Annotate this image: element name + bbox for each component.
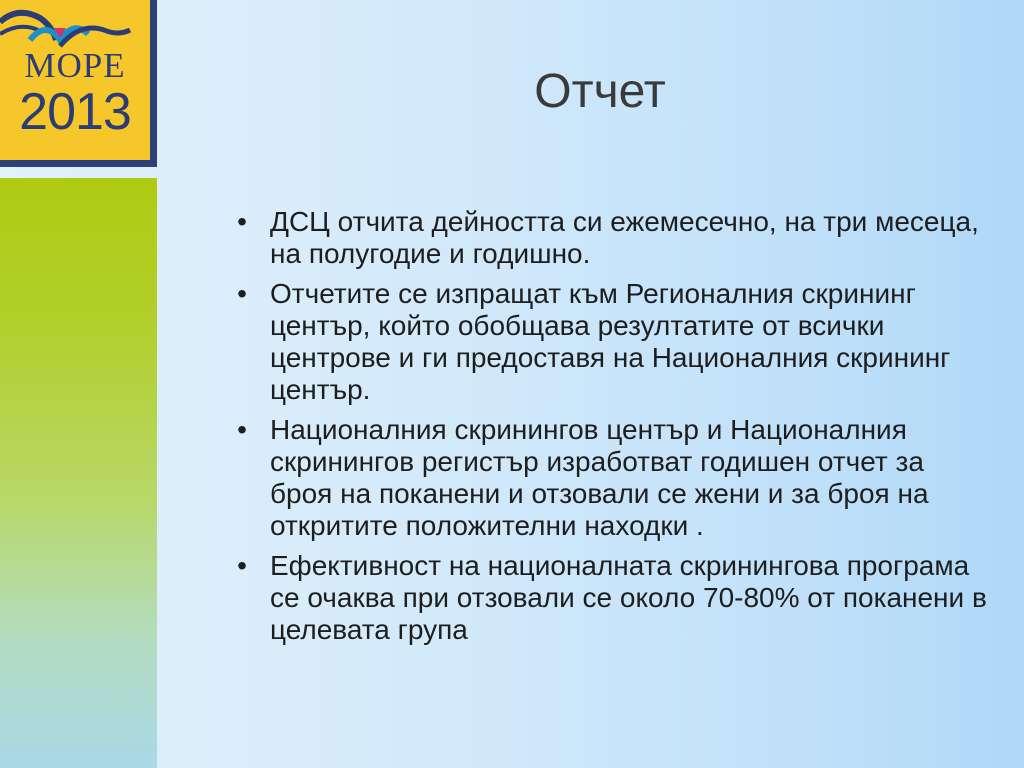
- bullet-item: [232, 278, 992, 406]
- bullet-item: [232, 550, 992, 646]
- logo-year: 2013: [19, 83, 131, 141]
- bullet-dot: •: [237, 206, 247, 237]
- logo-word: МОРЕ: [24, 46, 126, 85]
- bullet-item: [232, 206, 992, 270]
- slide-title: Отчет: [534, 65, 666, 118]
- bullet-item: [232, 414, 992, 542]
- bullet-text: Отчетите се изпращат към Регионалния скрининг център, който обобщава резултатите от всички центрове и ги предоставя на Националния скрининг център.: [270, 278, 951, 405]
- logo: [0, 0, 150, 160]
- bullet-text: ДСЦ отчита дейността си ежемесечно, на три месеца, на полугодие и годишно.: [270, 206, 979, 269]
- bullet-text: Ефективност на националната скринингова програма се очаква при отзовали се около 70-80% от поканени в целевата група: [270, 550, 987, 645]
- bullet-dot: •: [237, 414, 247, 445]
- bullet-list: [232, 206, 992, 654]
- bullet-dot: •: [237, 550, 247, 581]
- bullet-text: Националния скринингов център и Националния скринингов регистър изработват годишен отчет за броя на поканени и отзовали се жени и за броя на откритите положителни находки .: [270, 414, 929, 541]
- bullet-dot: •: [237, 278, 247, 309]
- side-decor-band: [0, 178, 157, 768]
